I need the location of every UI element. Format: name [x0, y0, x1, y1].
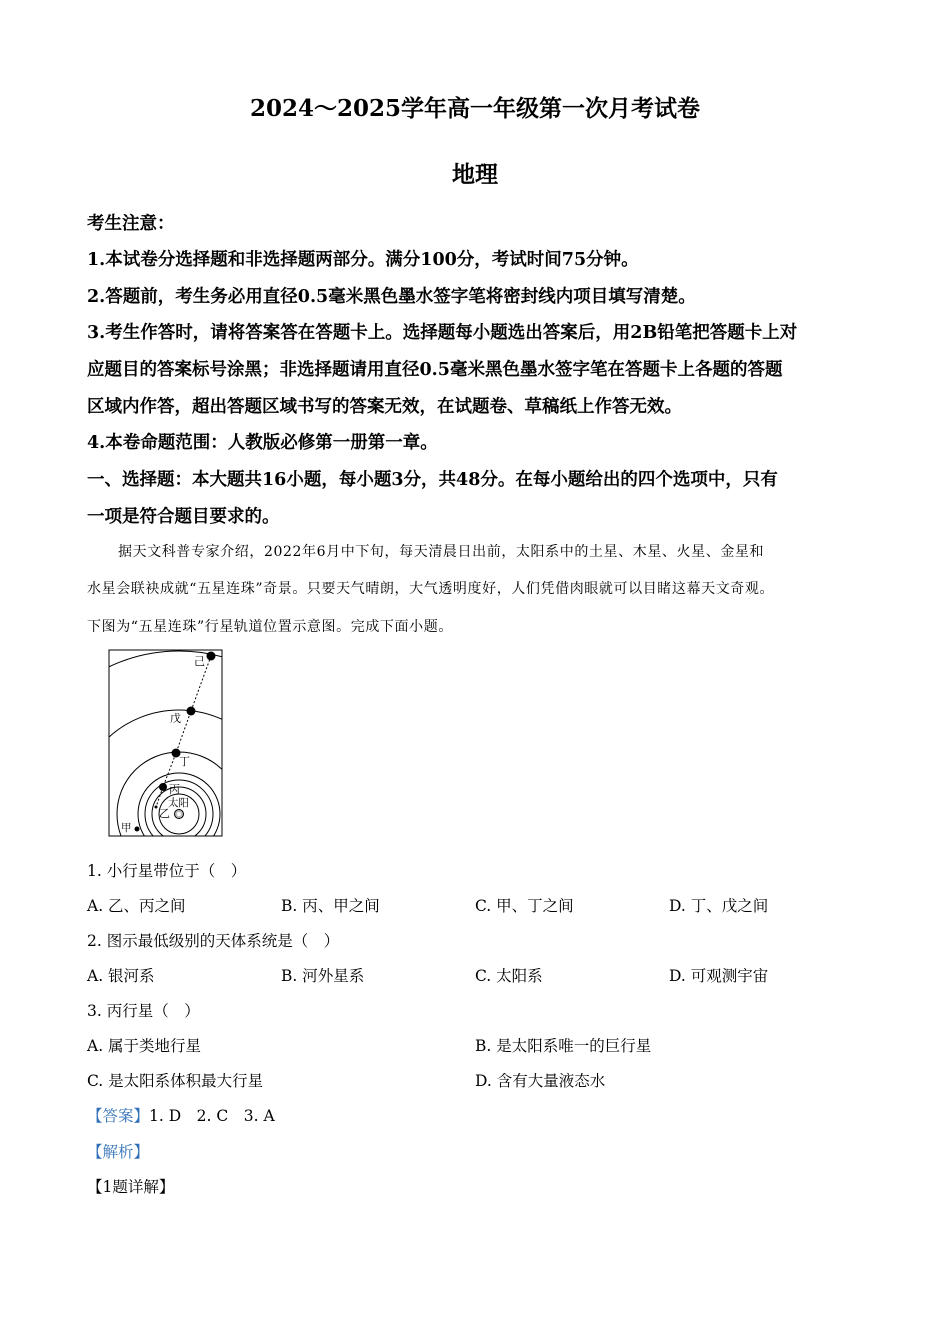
- option-c: C. 是太阳系体积最大行星: [87, 1072, 264, 1090]
- option-a: A. 属于类地行星: [87, 1037, 202, 1055]
- planet-bing: [159, 783, 167, 791]
- notice-item: 4.本卷命题范围：人教版必修第一册第一章。: [87, 433, 438, 453]
- option-b: B. 是太阳系唯一的巨行星: [475, 1037, 652, 1055]
- analysis-label: 【解析】: [87, 1143, 150, 1161]
- notice-item: 2.答题前，考生务必用直径0.5毫米黑色墨水签字笔将密封线内项目填写清楚。: [87, 287, 696, 307]
- option-b: B. 河外星系: [281, 967, 365, 985]
- question-stem: 3. 丙行星（ ）: [87, 1002, 200, 1020]
- notice-item: 1.本试卷分选择题和非选择题两部分。满分100分，考试时间75分钟。: [87, 250, 639, 270]
- label-yi: 乙: [159, 807, 170, 820]
- option-c: C. 太阳系: [475, 967, 543, 985]
- option-b: B. 丙、甲之间: [281, 897, 380, 915]
- question-stem: 1. 小行星带位于（ ）: [87, 862, 247, 880]
- subject-title: 地理: [452, 161, 498, 188]
- planet-jia: [135, 827, 140, 832]
- passage-line: 下图为“五星连珠”行星轨道位置示意图。完成下面小题。: [87, 619, 453, 635]
- answer-line: [87, 1104, 275, 1126]
- option-d: D. 可观测宇宙: [669, 967, 769, 985]
- planet-ji: [207, 652, 216, 661]
- question-stem: 2. 图示最低级别的天体系统是（ ）: [87, 932, 340, 950]
- section-heading: 一、选择题：本大题共16小题，每小题3分，共48分。在每小题给出的四个选项中，只有: [87, 470, 778, 490]
- passage-line: 据天文科普专家介绍，2022年6月中下旬，每天清晨日出前，太阳系中的土星、木星、火星、金星和: [118, 544, 765, 560]
- notice-item: 应题目的答案标号涂黑；非选择题请用直径0.5毫米黑色墨水签字笔在答题卡上各题的答题: [87, 360, 783, 380]
- notice-item: 3.考生作答时，请将答案答在答题卡上。选择题每小题选出答案后，用2B铅笔把答题卡上对: [87, 323, 798, 343]
- page-title: 2024～2025学年高一年级第一次月考试卷: [249, 95, 701, 122]
- section-heading-cont: 一项是符合题目要求的。: [87, 507, 280, 527]
- option-c: C. 甲、丁之间: [475, 897, 574, 915]
- option-a: A. 银河系: [87, 967, 155, 985]
- label-wu: 戊: [170, 712, 181, 725]
- planet-yi: [155, 806, 158, 809]
- detail-label: 【1题详解】: [87, 1178, 175, 1196]
- label-jia: 甲: [121, 822, 132, 834]
- planet-wu: [187, 707, 196, 716]
- answer-text: 1. D 2. C 3. A: [149, 1107, 275, 1125]
- passage-line: 水星会联袂成就“五星连珠”奇景。只要天气晴朗，大气透明度好，人们凭借肉眼就可以目睹这幕天文奇观。: [87, 581, 775, 597]
- label-ding: 丁: [179, 755, 190, 768]
- option-d: D. 含有大量液态水: [475, 1072, 606, 1090]
- label-sun: 太阳: [168, 797, 189, 809]
- label-bing: 丙: [169, 783, 180, 796]
- notice-heading: 考生注意：: [87, 214, 175, 234]
- label-ji: 己: [194, 655, 205, 668]
- answer-label: 【答案】: [87, 1107, 150, 1125]
- option-a: A. 乙、丙之间: [87, 897, 186, 915]
- orbit-diagram: [108, 649, 224, 838]
- option-d: D. 丁、戊之间: [669, 897, 769, 915]
- notice-item: 区域内作答，超出答题区域书写的答案无效，在试题卷、草稿纸上作答无效。: [87, 397, 682, 417]
